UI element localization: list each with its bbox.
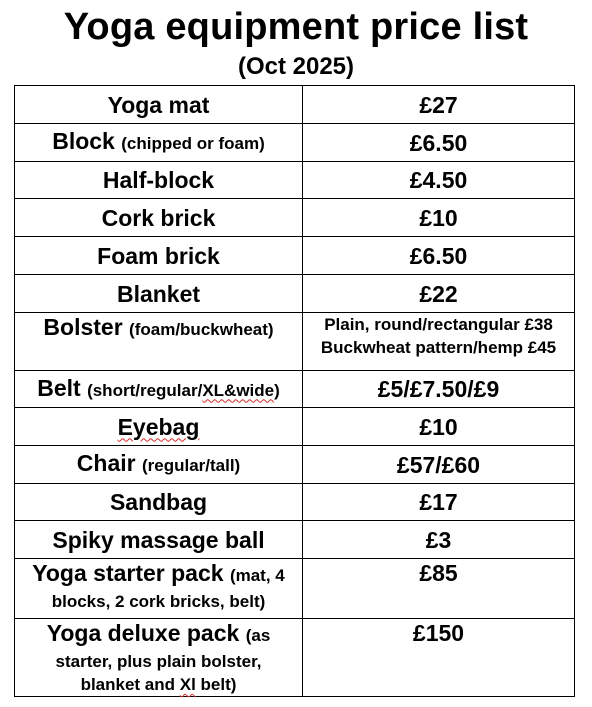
item-cell [15, 124, 303, 162]
table-row [15, 124, 575, 162]
table-row [15, 521, 575, 559]
item-name: Block [52, 128, 115, 154]
item-note-part: blanket and [80, 675, 180, 694]
price-cell: £27 [303, 86, 575, 124]
item-name: Half-block [102, 167, 215, 193]
item-cell [15, 521, 303, 559]
table-row [15, 408, 575, 446]
page-subtitle: (Oct 2025) [237, 53, 355, 80]
item-name: Belt [37, 374, 81, 401]
table-row [15, 559, 575, 619]
item-note-part: belt) [195, 675, 237, 694]
item-name: Blanket [116, 280, 201, 307]
spelling-flag: Xl [179, 675, 196, 694]
table-row [15, 619, 575, 697]
table-row [15, 199, 575, 237]
price-cell: £22 [303, 275, 575, 313]
item-cell [15, 484, 303, 521]
price-table [14, 85, 575, 697]
item-note: starter, plus plain bolster, [55, 652, 262, 671]
item-cell [15, 619, 303, 697]
item-cell [15, 559, 303, 619]
price-cell: £57/£60 [303, 446, 575, 484]
item-name: Eyebag [117, 413, 200, 440]
table-row [15, 313, 575, 371]
price-cell: £150 [303, 619, 575, 697]
item-name: Bolster [43, 314, 123, 340]
item-note-part: ) [274, 380, 280, 400]
item-cell [15, 199, 303, 237]
price-cell: £17 [303, 484, 575, 521]
item-name: Chair [76, 450, 136, 476]
table-row [15, 484, 575, 521]
item-note: (regular/tall) [141, 456, 241, 475]
item-name: Cork brick [101, 204, 216, 231]
price-line: Plain, round/rectangular £38 [324, 315, 553, 334]
price-cell: £6.50 [303, 237, 575, 275]
price-cell [303, 313, 575, 371]
table-row [15, 275, 575, 313]
item-cell [15, 275, 303, 313]
price-cell: £6.50 [303, 124, 575, 162]
price-cell: £5/£7.50/£9 [303, 371, 575, 408]
table-row [15, 371, 575, 408]
table-row [15, 162, 575, 199]
item-note: (foam/buckwheat) [129, 320, 274, 339]
item-note [87, 381, 280, 400]
price-cell: £4.50 [303, 162, 575, 199]
price-cell: £3 [303, 521, 575, 559]
item-note [19, 673, 298, 696]
item-cell [15, 86, 303, 124]
price-cell: £85 [303, 559, 575, 619]
item-name: Sandbag [109, 489, 208, 515]
item-note: (mat, 4 [229, 566, 285, 585]
item-name: Yoga starter pack [32, 560, 224, 586]
table-row [15, 86, 575, 124]
item-name: Yoga mat [107, 91, 210, 118]
price-line: Buckwheat pattern/hemp £45 [320, 338, 557, 357]
item-cell [15, 371, 303, 408]
item-note-part: (short/regular/ [87, 380, 203, 400]
item-cell [15, 313, 303, 371]
item-name: Spiky massage ball [52, 526, 265, 553]
item-note: (chipped or foam) [121, 134, 265, 153]
table-row [15, 446, 575, 484]
price-cell: £10 [303, 199, 575, 237]
price-cell: £10 [303, 408, 575, 446]
item-cell [15, 446, 303, 484]
item-note: blocks, 2 cork bricks, belt) [51, 592, 266, 611]
item-cell [15, 162, 303, 199]
table-row [15, 237, 575, 275]
item-note: (as [245, 626, 271, 645]
item-name: Foam brick [97, 242, 220, 269]
item-cell [15, 237, 303, 275]
item-cell [15, 408, 303, 446]
spelling-flag: XL&wide [202, 380, 275, 400]
page-title: Yoga equipment price list [63, 6, 529, 48]
item-name: Yoga deluxe pack [46, 620, 240, 646]
